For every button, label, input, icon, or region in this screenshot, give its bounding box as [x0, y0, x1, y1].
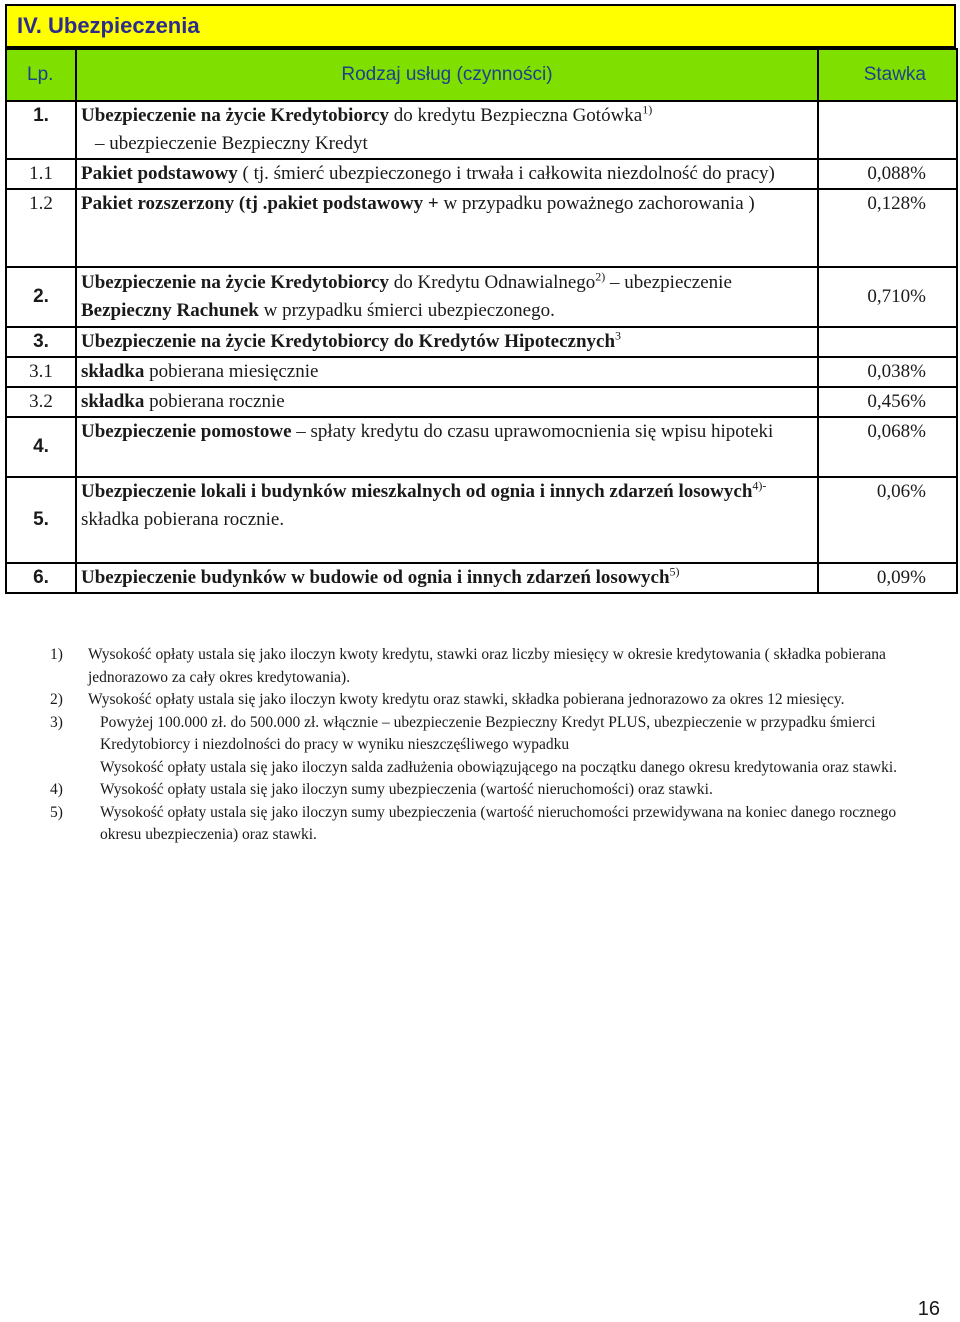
- row-number: 5.: [6, 477, 76, 563]
- footnote-text: Wysokość opłaty ustala się jako iloczyn sumy ubezpieczenia (wartość nieruchomości) oraz stawki.: [100, 781, 713, 798]
- row-rate: [818, 327, 957, 357]
- footnote-text: Wysokość opłaty ustala się jako iloczyn kwoty kredytu, stawki oraz liczby miesięcy w okresie kredytowania ( składka pobierana jednorazowo za cały okres kredytowania).: [88, 646, 886, 686]
- header-lp: Lp.: [6, 49, 76, 101]
- row-description: Ubezpieczenie lokali i budynków mieszkalnych od ognia i innych zdarzeń losowych$^{4)-}$ składka pobierana rocznie.: [76, 477, 818, 563]
- table-row: [6, 357, 957, 387]
- footnote-marker: 2): [50, 691, 63, 708]
- row-description: Ubezpieczenie na życie Kredytobiorcy do Kredytów Hipotecznych$^3$: [76, 327, 818, 357]
- table-row: [6, 477, 957, 563]
- table-row: [6, 267, 957, 327]
- row-description: Pakiet podstawowy ( tj. śmierć ubezpieczonego i trwała i całkowita niezdolność do pracy): [76, 159, 818, 189]
- footnote-text: Wysokość opłaty ustala się jako iloczyn sumy ubezpieczenia (wartość nieruchomości przewidywana na koniec danego rocznego okresu ubezpieczenia) oraz stawki.: [100, 803, 897, 843]
- row-description: Pakiet rozszerzony (tj .pakiet podstawowy + w przypadku poważnego zachorowania ): [76, 189, 818, 267]
- row-rate: 0,088%: [818, 159, 957, 189]
- row-description: Ubezpieczenie na życie Kredytobiorcy do Kredytu Odnawialnego$^{2)}$ – ubezpieczenie Bezpieczny Rachunek w przypadku śmierci ubezpieczonego.: [76, 267, 818, 327]
- footnote-text: Powyżej 100.000 zł. do 500.000 zł. włącznie – ubezpieczenie Bezpieczny Kredyt PLUS, ubezpieczenie w przypadku śmierci Kredytobiorcy i niezdolności do pracy w wyniku nieszczęśliwego wypadku: [100, 713, 876, 753]
- row-rate: 0,09%: [818, 563, 957, 593]
- table-row: [6, 159, 957, 189]
- insurance-fees-table: [5, 48, 958, 594]
- header-rate: Stawka: [818, 49, 957, 101]
- footnote-3: [50, 712, 930, 780]
- footnotes: [50, 644, 930, 847]
- row-description: składka pobierana rocznie: [76, 387, 818, 417]
- footnote-marker: 3): [50, 713, 63, 731]
- footnote-text-continued: Wysokość opłaty ustala się jako iloczyn salda zadłużenia obowiązującego na początku danego okresu kredytowania oraz stawki.: [100, 758, 898, 776]
- table-row: [6, 327, 957, 357]
- header-service: Rodzaj usług (czynności): [76, 49, 818, 101]
- footnote-4: [50, 779, 930, 802]
- footnote-1: [50, 644, 930, 689]
- row-number: 6.: [6, 563, 76, 593]
- row-rate: 0,06%: [818, 477, 957, 563]
- row-number: 1.1: [6, 159, 76, 189]
- footnote-text: Wysokość opłaty ustala się jako iloczyn kwoty kredytu oraz stawki, składka pobierana jednorazowo za okres 12 miesięcy.: [88, 691, 845, 708]
- row-number: 3.2: [6, 387, 76, 417]
- section-title: IV. Ubezpieczenia: [5, 4, 956, 48]
- table-row: [6, 387, 957, 417]
- row-number: 1.: [6, 101, 76, 159]
- footnote-marker: 5): [50, 803, 63, 821]
- row-rate: 0,068%: [818, 417, 957, 477]
- table-row: [6, 563, 957, 593]
- row-description: Ubezpieczenie na życie Kredytobiorcy do kredytu Bezpieczna Gotówka$^{1)}$ – ubezpieczenie Bezpieczny Kredyt: [76, 101, 818, 159]
- row-rate: 0,038%: [818, 357, 957, 387]
- table-header-row: [6, 49, 957, 101]
- row-description: Ubezpieczenie budynków w budowie od ognia i innych zdarzeń losowych$^{5)}$: [76, 563, 818, 593]
- table-row: [6, 417, 957, 477]
- row-number: 1.2: [6, 189, 76, 267]
- row-rate: 0,128%: [818, 189, 957, 267]
- row-rate: 0,710%: [818, 267, 957, 327]
- table-row: [6, 101, 957, 159]
- row-number: 3.1: [6, 357, 76, 387]
- row-number: 2.: [6, 267, 76, 327]
- row-rate: [818, 101, 957, 159]
- footnote-5: [50, 802, 930, 847]
- table-row: [6, 189, 957, 267]
- row-rate: 0,456%: [818, 387, 957, 417]
- row-number: 4.: [6, 417, 76, 477]
- page-number: 16: [917, 1298, 940, 1320]
- footnote-marker: 4): [50, 781, 63, 798]
- footnote-marker: 1): [50, 646, 63, 663]
- row-description: Ubezpieczenie pomostowe – spłaty kredytu do czasu uprawomocnienia się wpisu hipoteki: [76, 417, 818, 477]
- row-description: składka pobierana miesięcznie: [76, 357, 818, 387]
- row-number: 3.: [6, 327, 76, 357]
- footnote-2: [50, 689, 930, 712]
